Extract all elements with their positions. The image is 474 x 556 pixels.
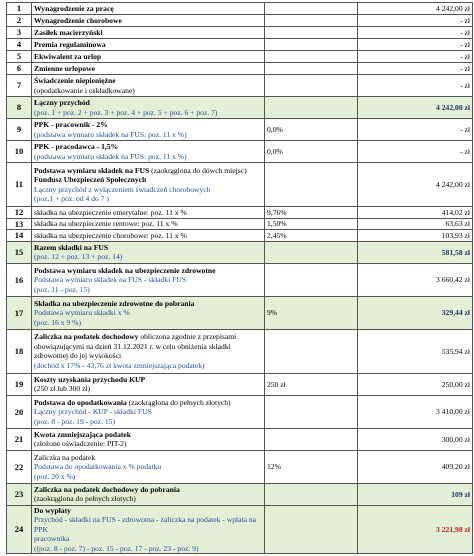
rate-cell xyxy=(265,505,358,553)
label-detail: (opodatkowanie i oskładkowane) xyxy=(34,85,135,95)
row-value: 4 242,00 zł xyxy=(358,3,473,15)
rate-cell: 12% xyxy=(265,450,358,483)
rate-cell xyxy=(265,51,358,63)
table-row xyxy=(7,395,473,428)
label-detail: obowiązującymi na dzień 31.12.2021 r. w celu obniżenia składki xyxy=(34,341,231,351)
row-label xyxy=(32,395,265,428)
table-row xyxy=(7,97,473,119)
table-row xyxy=(7,373,473,395)
table-row xyxy=(7,505,473,553)
row-label xyxy=(32,263,265,296)
row-label xyxy=(32,119,265,141)
table-row xyxy=(7,450,473,483)
row-label: składka na ubezpieczenie emerytalne: poz. 11 x % xyxy=(32,207,265,219)
rate-cell: 250 zł xyxy=(265,373,358,395)
label-main: PPK - pracownik - 2% xyxy=(34,120,108,130)
row-number: 9 xyxy=(7,119,32,141)
rate-cell xyxy=(265,27,358,39)
rate-cell: 0,0% xyxy=(265,141,358,163)
table-row xyxy=(7,296,473,329)
rate-cell: 9,76% xyxy=(265,207,358,219)
label-formula: (podstawa wymiaru składek na FUS: poz. 11 x %) xyxy=(34,151,187,161)
label-main: Łączny przychód xyxy=(34,98,90,108)
row-number: 6 xyxy=(7,63,32,75)
label-main: Zaliczka na podatek dochodowy do pobrania xyxy=(34,484,180,494)
row-value: 329,44 zł xyxy=(358,296,473,329)
row-number: 14 xyxy=(7,230,32,242)
rate-cell xyxy=(265,241,358,263)
rate-cell xyxy=(265,483,358,505)
row-number: 11 xyxy=(7,163,32,207)
table-row xyxy=(7,119,473,141)
label-detail: (złożone oświadczenie: PIT-2) xyxy=(34,439,127,449)
row-label xyxy=(32,450,265,483)
row-number: 15 xyxy=(7,241,32,263)
label-note: (zaokrąglona do pełnych złotych) xyxy=(126,397,231,407)
row-label: Ekwiwalent za urlop xyxy=(32,51,265,63)
payroll-calculation-table xyxy=(6,2,473,554)
row-value: 250,00 zł xyxy=(358,373,473,395)
table-row xyxy=(7,63,473,75)
label-main: Podstawa wymiaru składek na FUS xyxy=(34,165,150,175)
label-main: Razem składki na FUS xyxy=(34,242,109,252)
row-number: 10 xyxy=(7,141,32,163)
row-number: 21 xyxy=(7,428,32,450)
table-row xyxy=(7,39,473,51)
label-formula-ref: (poz.1 + poz. od 4 do 7 ) xyxy=(34,193,109,203)
row-value: - zł xyxy=(358,141,473,163)
table-row xyxy=(7,329,473,373)
row-number: 5 xyxy=(7,51,32,63)
row-label xyxy=(32,241,265,263)
row-number: 18 xyxy=(7,329,32,373)
rate-cell xyxy=(265,263,358,296)
label-main: Kwota zmniejszająca podatek xyxy=(34,429,132,439)
row-number: 8 xyxy=(7,97,32,119)
table-row xyxy=(7,241,473,263)
label-main: Świadczenie niepieniężne xyxy=(34,76,116,86)
label-main: Podstawa wymiaru składek na ubezpieczenie zdrowotne xyxy=(34,265,216,275)
row-number: 12 xyxy=(7,207,32,219)
label-detail: Fundusz Ubezpieczeń Społecznych xyxy=(34,175,147,185)
label-main: Zaliczka na podatek dochodowy xyxy=(34,332,139,342)
label-main: Zaliczka na podatek xyxy=(34,452,96,462)
row-value: 409,20 zł xyxy=(358,450,473,483)
rate-cell xyxy=(265,97,358,119)
rate-cell xyxy=(265,163,358,207)
row-value: 103,93 zł xyxy=(358,230,473,242)
table-row xyxy=(7,483,473,505)
row-label xyxy=(32,505,265,553)
table-row xyxy=(7,75,473,97)
row-number: 13 xyxy=(7,218,32,230)
label-detail: (zaokrąglona do pełnych złotych) xyxy=(34,494,136,504)
row-number: 24 xyxy=(7,505,32,553)
row-number: 7 xyxy=(7,75,32,97)
table-row xyxy=(7,207,473,219)
label-main: Podstawa do opodatkowania xyxy=(34,397,127,407)
row-number: 22 xyxy=(7,450,32,483)
rate-cell xyxy=(265,428,358,450)
table-row xyxy=(7,27,473,39)
label-note: obliczona zgodnie z przepisami xyxy=(138,332,237,342)
row-value: - zł xyxy=(358,27,473,39)
row-label: Premia regulaminowa xyxy=(32,39,265,51)
row-number: 3 xyxy=(7,27,32,39)
label-formula: (poz. 11 - poz. 15) xyxy=(34,284,90,294)
row-value: 3 660,42 zł xyxy=(358,263,473,296)
row-label xyxy=(32,141,265,163)
rate-cell xyxy=(265,329,358,373)
row-value: - zł xyxy=(358,119,473,141)
rate-cell xyxy=(265,75,358,97)
label-formula: (dochód x 17% - 43,76 zł kwota zmniejszająca podatek) xyxy=(34,360,205,370)
table-row xyxy=(7,3,473,15)
label-detail: Podstawa wymiaru składki x % xyxy=(34,308,130,318)
label-formula: (podstawa wymiaru składek na FUS: poz. 11 x %) xyxy=(34,129,187,139)
rate-cell xyxy=(265,63,358,75)
label-detail-2: zdrowotnej do jej wysokości xyxy=(34,351,122,361)
row-number: 19 xyxy=(7,373,32,395)
table-row xyxy=(7,230,473,242)
label-formula: Łączny przychód z wyłączeniem świadczeń chorobowych xyxy=(34,184,211,194)
row-value: 414,02 zł xyxy=(358,207,473,219)
table-row xyxy=(7,163,473,207)
rate-cell: 0,0% xyxy=(265,119,358,141)
label-main: PPK - pracodawca - 1,5% xyxy=(34,142,119,152)
row-label: Wynagrodzenie chorobowe xyxy=(32,15,265,27)
rate-cell: 2,45% xyxy=(265,230,358,242)
label-formula: (poz. 16 x 9 %) xyxy=(34,317,82,327)
row-label xyxy=(32,296,265,329)
row-value: 3 221,98 zł xyxy=(358,505,473,553)
row-label: składka na ubezpieczenie rentowe: poz. 11 x % xyxy=(32,218,265,230)
row-number: 17 xyxy=(7,296,32,329)
row-number: 23 xyxy=(7,483,32,505)
table-row xyxy=(7,51,473,63)
row-number: 20 xyxy=(7,395,32,428)
rate-cell: 9% xyxy=(265,296,358,329)
label-note: (zaokrąglona do dówch miejsc) xyxy=(149,165,247,175)
label-formula: (poz. 20 x %) xyxy=(34,471,76,481)
row-number: 2 xyxy=(7,15,32,27)
row-label: składka na ubezpieczenie chorobowe: poz. 11 x % xyxy=(32,230,265,242)
rate-cell xyxy=(265,3,358,15)
label-detail: Podstawa wymiaru składek na FUS - składki FUS xyxy=(34,275,187,285)
row-value: 63,63 zł xyxy=(358,218,473,230)
label-main: Składka na ubezpieczenie zdrowotne do pobrania xyxy=(34,298,195,308)
label-formula: (poz. 1 + poz. 2 + poz. 3 + poz. 4 + poz. 5 + poz. 6 + poz. 7) xyxy=(34,107,218,117)
row-value: - zł xyxy=(358,39,473,51)
label-main: Do wypłaty xyxy=(34,505,71,515)
table-row xyxy=(7,428,473,450)
rate-cell xyxy=(265,395,358,428)
row-label xyxy=(32,483,265,505)
row-label xyxy=(32,163,265,207)
table-row xyxy=(7,15,473,27)
row-value: 4 242,00 zł xyxy=(358,97,473,119)
label-detail: Przychód - składki na FUS - zdrowotna - zaliczka na podatek - wpłata na PPK xyxy=(34,515,257,534)
label-formula: ((poz. 8 - poz. 7) - poz. 15 - poz. 17 - poz. 23 - poz. 9) xyxy=(34,543,199,553)
row-label xyxy=(32,75,265,97)
rate-cell: 1,50% xyxy=(265,218,358,230)
label-detail: Podstawa do opodatkowania x % podatku xyxy=(34,462,162,472)
label-formula: (poz. 12 + poz. 13 + poz. 14) xyxy=(34,252,123,262)
row-label xyxy=(32,329,265,373)
row-label xyxy=(32,428,265,450)
label-detail-2: pracownika xyxy=(34,534,70,544)
row-label xyxy=(32,373,265,395)
row-value: - zł xyxy=(358,15,473,27)
row-value: 300,00 zł xyxy=(358,428,473,450)
row-value: - zł xyxy=(358,75,473,97)
row-value: - zł xyxy=(358,63,473,75)
row-number: 4 xyxy=(7,39,32,51)
row-value: 4 242,00 zł xyxy=(358,163,473,207)
row-label: Wynagrodzenie za pracę xyxy=(32,3,265,15)
row-value: 535,94 zł xyxy=(358,329,473,373)
row-value: 581,58 zł xyxy=(358,241,473,263)
row-label xyxy=(32,97,265,119)
row-number: 1 xyxy=(7,3,32,15)
row-value: - zł xyxy=(358,51,473,63)
label-detail: (250 zł lub 300 zł) xyxy=(34,384,91,394)
row-label: Zasiłek macierzyński xyxy=(32,27,265,39)
row-value: 109 zł xyxy=(358,483,473,505)
rate-cell xyxy=(265,39,358,51)
row-label: Zmienne urlopowe xyxy=(32,63,265,75)
label-detail: Łączny przychód - KUP - składki FUS xyxy=(34,407,152,417)
row-number: 16 xyxy=(7,263,32,296)
table-row xyxy=(7,263,473,296)
row-value: 3 410,00 zł xyxy=(358,395,473,428)
label-main: Koszty uzyskania przychodu KUP xyxy=(34,374,146,384)
rate-cell xyxy=(265,15,358,27)
label-formula: (poz. 8 - poz. 19 - poz. 15) xyxy=(34,416,115,426)
table-row xyxy=(7,141,473,163)
table-row xyxy=(7,218,473,230)
